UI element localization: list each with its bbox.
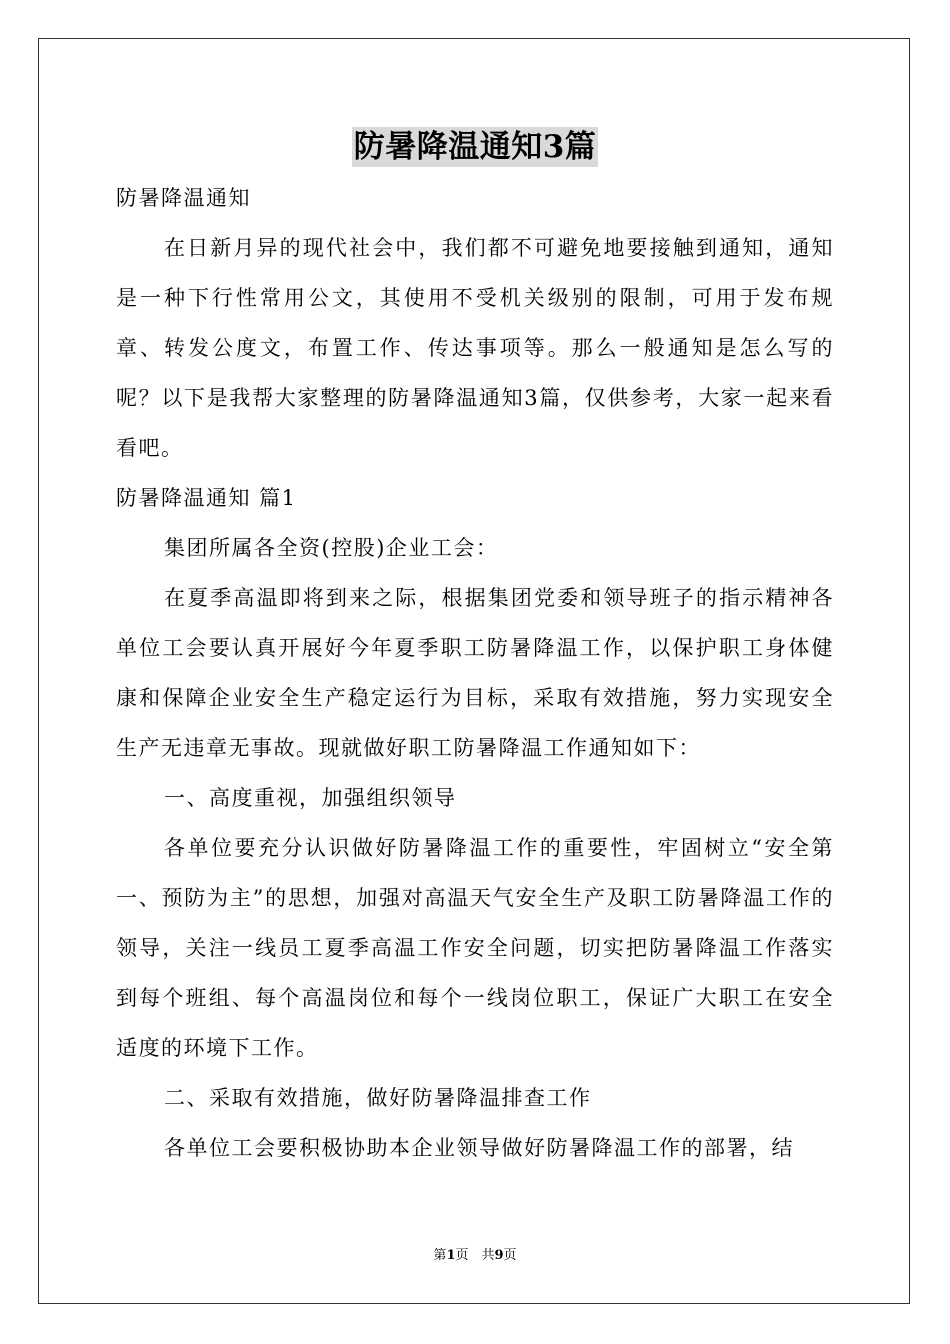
subheading: 一、高度重视，加强组织领导 (164, 786, 457, 810)
title-container (0, 127, 950, 167)
document-title: 防暑降温通知3篇 (353, 129, 597, 165)
section-heading: 防暑降温通知 篇1 (116, 486, 297, 510)
paragraph: 集团所属各全资(控股)企业工会： (164, 536, 499, 560)
total-page-count: 9 (494, 1248, 504, 1263)
paragraph: 在日新月异的现代社会中，我们都不可避免地要接触到通知，通知是一种下行性常用公文，其使用不受机关级别的限制，可用于发布规章、转发公度文，布置工作、传达事项等。那么一般通知是怎么写的呢？以下是我帮大家整理的防暑降温通知3篇，仅供参考，大家一起来看看吧。 (116, 236, 834, 460)
paragraph: 各单位要充分认识做好防暑降温工作的重要性，牢固树立“安全第一、预防为主”的思想，加强对高温天气安全生产及职工防暑降温工作的领导，关注一线员工夏季高温工作安全问题，切实把防暑降温工作落实到每个班组、每个高温岗位和每个一线岗位职工，保证广大职工在安全适度的环境下工作。 (116, 836, 834, 1060)
footer-prefix: 第 (433, 1248, 447, 1263)
paragraph: 防暑降温通知 (116, 186, 251, 210)
paragraph: 在夏季高温即将到来之际，根据集团党委和领导班子的指示精神各单位工会要认真开展好今年夏季职工防暑降温工作，以保护职工身体健康和保障企业安全生产稳定运行为目标，采取有效措施，努力实现安全生产无违章无事故。现就做好职工防暑降温工作通知如下： (116, 586, 834, 760)
footer-middle: 页 共 (455, 1248, 495, 1263)
current-page-number: 1 (446, 1248, 456, 1263)
subheading: 二、采取有效措施，做好防暑降温排查工作 (164, 1086, 592, 1110)
paragraph: 各单位工会要积极协助本企业领导做好防暑降温工作的部署，结 (164, 1136, 794, 1160)
page-footer (0, 1248, 950, 1264)
document-body (116, 173, 834, 1173)
footer-suffix: 页 (503, 1248, 517, 1263)
